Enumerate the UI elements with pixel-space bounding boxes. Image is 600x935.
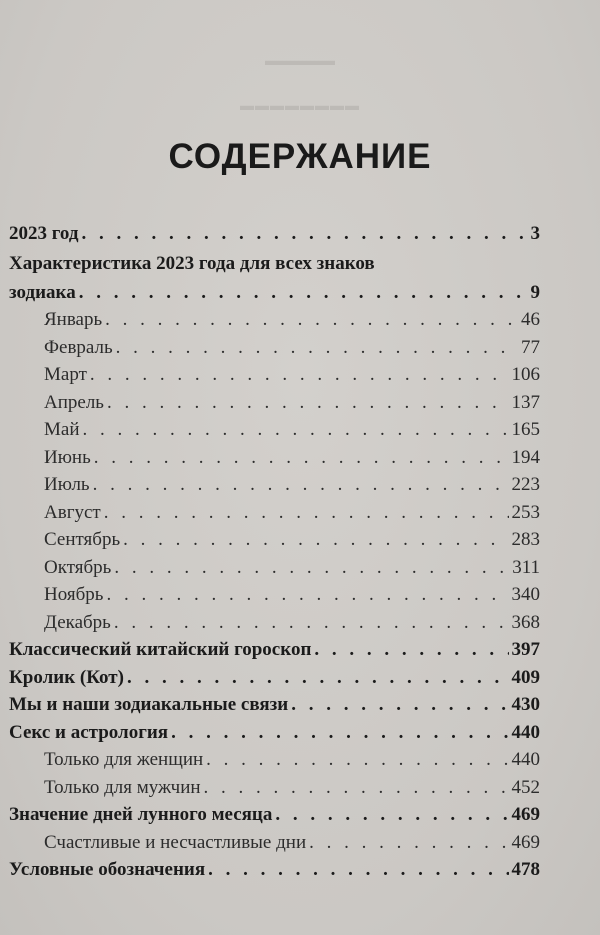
dot-leader <box>106 581 508 609</box>
toc-entry-page: 9 <box>530 281 540 303</box>
toc-entry-page: 137 <box>511 391 540 413</box>
toc-entry-page: 469 <box>511 804 540 825</box>
toc-entry-page: 440 <box>511 721 540 743</box>
toc-entry-page: 469 <box>511 831 540 853</box>
toc-entry-label: Сентябрь <box>44 529 121 550</box>
dot-leader <box>107 389 509 417</box>
toc-entry-label: Октябрь <box>44 556 112 578</box>
toc-entry-label: Апрель <box>44 391 104 413</box>
dot-leader <box>94 444 509 472</box>
bleed-through-text: ▬▬▬▬▬▬▬▬ <box>240 97 360 113</box>
toc-entry-page: 397 <box>511 639 540 660</box>
toc-entry-page: 165 <box>511 419 540 440</box>
toc-entry-label: Декабрь <box>44 611 111 633</box>
toc-entry[interactable] <box>9 609 540 637</box>
toc-entry-page: 452 <box>511 776 540 798</box>
toc-entry-label: Август <box>44 501 101 523</box>
toc-entry-page: 253 <box>511 501 540 523</box>
toc-entry-label: Значение дней лунного месяца <box>9 804 273 825</box>
toc-entry-page: 194 <box>511 446 540 468</box>
dot-leader <box>104 499 509 527</box>
dot-leader <box>81 220 527 248</box>
toc-entry-page: 368 <box>511 611 540 633</box>
toc-entry-page: 3 <box>530 223 540 244</box>
toc-entry-label: Мы и наши зодиакальные связи <box>9 694 289 715</box>
dot-leader <box>314 636 508 664</box>
toc-entry-label: Счастливые и несчастливые дни <box>44 831 307 853</box>
toc-entry-page: 440 <box>511 749 540 770</box>
toc-entry[interactable] <box>9 389 540 417</box>
toc-entry[interactable] <box>9 554 540 582</box>
toc-entry-label: Кролик (Кот) <box>9 666 124 688</box>
toc-entry-label: Только для мужчин <box>44 776 201 798</box>
toc-entry[interactable] <box>9 746 540 774</box>
toc-entry[interactable] <box>9 801 540 829</box>
dot-leader <box>90 361 509 389</box>
toc-entry[interactable] <box>9 334 540 362</box>
dot-leader <box>123 526 508 554</box>
toc-entry[interactable] <box>9 361 540 389</box>
toc-entry[interactable] <box>9 636 540 664</box>
dot-leader <box>116 334 518 362</box>
toc-entry[interactable] <box>9 719 540 747</box>
toc-entry-label: Июнь <box>44 446 91 468</box>
table-of-contents <box>9 220 540 884</box>
toc-entry-page: 340 <box>511 584 540 605</box>
toc-entry-page: 311 <box>512 556 540 578</box>
toc-entry[interactable] <box>9 664 540 692</box>
toc-entry-label: 2023 год <box>9 223 79 244</box>
dot-leader <box>208 856 508 884</box>
dot-leader <box>127 664 509 692</box>
toc-entry-page: 430 <box>511 694 540 715</box>
dot-leader <box>83 416 509 444</box>
toc-entry-page: 46 <box>521 309 540 330</box>
toc-entry[interactable] <box>9 856 540 884</box>
dot-leader <box>309 829 508 857</box>
dot-leader <box>105 306 518 334</box>
toc-entry-label: Характеристика 2023 года для всех знаков <box>9 252 375 274</box>
toc-entry[interactable] <box>9 774 540 802</box>
toc-entry-page: 106 <box>511 364 540 385</box>
toc-entry-label: Январь <box>44 309 103 330</box>
dot-leader <box>275 801 508 829</box>
toc-entry-label: Ноябрь <box>44 584 104 605</box>
toc-entry[interactable] <box>9 829 540 857</box>
toc-entry-page: 77 <box>521 336 540 358</box>
toc-entry[interactable] <box>9 416 540 444</box>
toc-entry[interactable] <box>9 306 540 334</box>
toc-entry[interactable] <box>9 526 540 554</box>
toc-entry[interactable] <box>9 691 540 719</box>
dot-leader <box>206 746 508 774</box>
toc-entry-label: Условные обозначения <box>9 859 206 880</box>
toc-entry-page: 409 <box>511 666 540 688</box>
toc-entry-page: 283 <box>511 529 540 550</box>
toc-entry-label: Февраль <box>44 336 113 358</box>
dot-leader <box>79 279 528 307</box>
toc-entry-label: Только для женщин <box>44 749 204 770</box>
toc-entry[interactable] <box>9 471 540 499</box>
dot-leader <box>114 554 509 582</box>
toc-entry-page: 478 <box>511 859 540 880</box>
toc-entry-label: Классический китайский гороскоп <box>9 639 312 660</box>
dot-leader <box>114 609 509 637</box>
page-title: СОДЕРЖАНИЕ <box>168 137 432 176</box>
dot-leader <box>291 691 508 719</box>
toc-entry-label: Секс и астрология <box>9 721 169 743</box>
toc-entry-label: Июль <box>44 474 90 495</box>
toc-entry[interactable] <box>9 279 540 307</box>
toc-entry[interactable] <box>9 499 540 527</box>
dot-leader <box>93 471 509 499</box>
dot-leader <box>171 719 508 747</box>
toc-entry-label: Март <box>44 364 87 385</box>
toc-entry[interactable] <box>9 220 540 248</box>
toc-entry-label: Май <box>44 419 80 440</box>
toc-entry-page: 223 <box>511 474 540 495</box>
toc-entry[interactable] <box>9 581 540 609</box>
toc-entry-label: зодиака <box>9 281 76 303</box>
dot-leader <box>204 774 509 802</box>
toc-entry[interactable] <box>9 248 540 279</box>
toc-entry[interactable] <box>9 444 540 472</box>
bleed-through-text: ▬▬▬▬▬ <box>265 52 335 68</box>
